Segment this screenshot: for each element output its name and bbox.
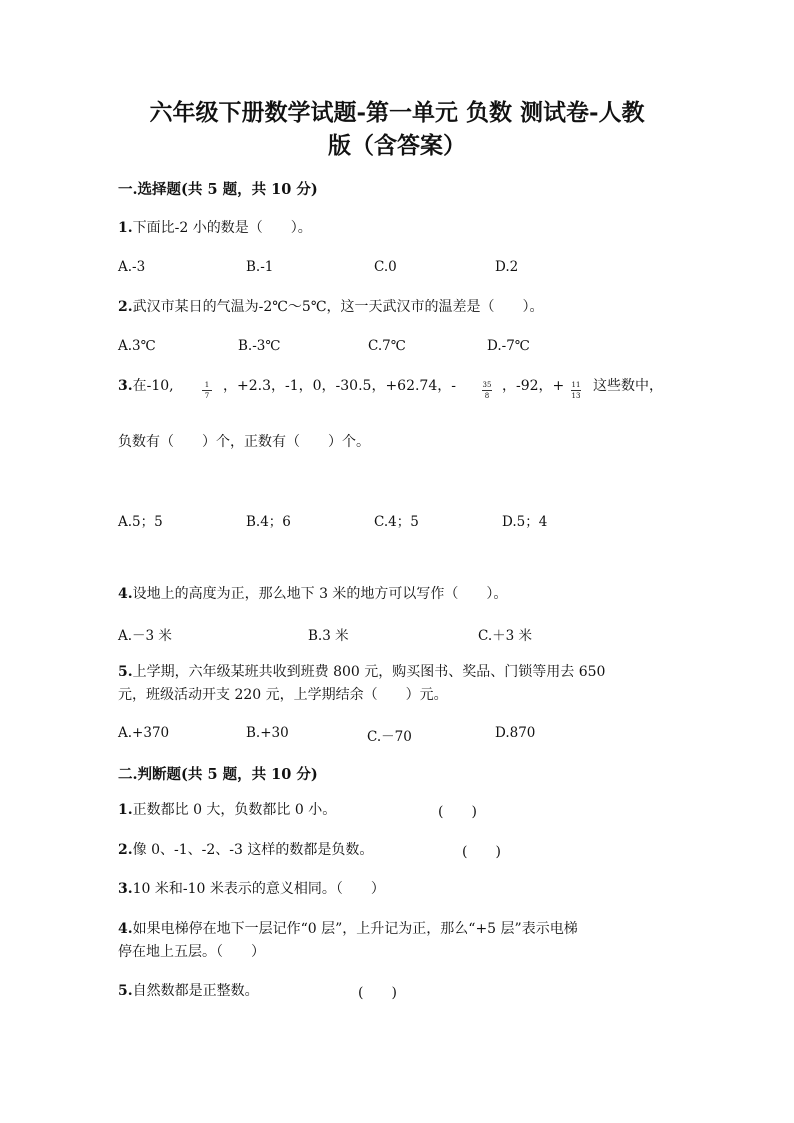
option-a: A.－3 米 [118, 628, 172, 644]
question-stem: 正数都比 0 大，负数都比 0 小。 [132, 802, 337, 818]
option-c: C.7℃ [368, 338, 406, 354]
fraction-bar [202, 390, 212, 391]
fraction-numerator: 35 [482, 381, 492, 389]
judgement-5 [118, 979, 259, 1003]
question-stem-part-c: ，-92，+ [502, 378, 565, 394]
judgement-2 [118, 838, 373, 862]
question-stem: 设地上的高度为正，那么地下 3 米的地方可以写作（ ）。 [132, 586, 508, 602]
judgement-4-line-2: 停在地上五层。（ ） [118, 944, 265, 960]
question-number: 4. [118, 586, 133, 602]
question-number: 3. [118, 378, 133, 394]
question-2 [118, 295, 544, 319]
fraction-denominator: 13 [571, 392, 581, 400]
judgement-4 [118, 917, 578, 941]
question-3-line-2: 负数有（ ）个，正数有（ ）个。 [118, 434, 370, 450]
question-number: 4. [118, 921, 133, 937]
question-number: 2. [118, 842, 133, 858]
section-heading-choice: 一.选择题(共 5 题，共 10 分) [118, 181, 318, 198]
title-line-2: 版（含答案） [328, 132, 466, 159]
question-stem: 10 米和-10 米表示的意义相同。（ ） [132, 881, 385, 897]
option-c: C.4；5 [374, 514, 419, 530]
question-4 [118, 582, 507, 606]
option-c: C.＋3 米 [478, 628, 533, 644]
question-number: 5. [118, 664, 133, 680]
page-title [120, 96, 674, 162]
fraction-denominator: 7 [204, 392, 210, 400]
answer-paren: ( ) [462, 844, 501, 860]
option-d: D.870 [495, 725, 536, 741]
fraction-3 [569, 381, 583, 400]
question-stem: 下面比-2 小的数是（ ）。 [132, 220, 312, 236]
question-number: 1. [118, 220, 133, 236]
question-stem-part-d: 这些数中， [593, 378, 663, 394]
question-stem: 像 0、-1、-2、-3 这样的数都是负数。 [132, 842, 374, 858]
fraction-numerator: 1 [204, 381, 210, 389]
option-d: D.5；4 [502, 514, 548, 530]
option-a: A.+370 [118, 725, 170, 741]
question-stem-part-a: 在-10, [132, 378, 174, 394]
option-b: B.3 米 [308, 628, 349, 644]
question-number: 1. [118, 802, 133, 818]
question-stem-part-b: ，+2.3，-1，0，-30.5，+62.74，- [223, 378, 456, 394]
option-b: B.-1 [246, 259, 274, 275]
option-b: B.-3℃ [238, 338, 281, 354]
option-a: A.3℃ [118, 338, 156, 354]
fraction-numerator: 11 [571, 381, 581, 389]
option-c: C.0 [374, 259, 397, 275]
fraction-bar [571, 390, 581, 391]
option-a: A.5；5 [118, 514, 163, 530]
option-d: D.-7℃ [487, 338, 530, 354]
fraction-2 [480, 381, 494, 400]
title-line-1: 六年级下册数学试题-第一单元 负数 测试卷-人教 [149, 99, 645, 126]
question-5 [118, 660, 605, 684]
option-b: B.+30 [246, 725, 289, 741]
question-number: 2. [118, 299, 133, 315]
fraction-bar [482, 390, 492, 391]
fraction-1 [200, 381, 214, 400]
question-3 [118, 375, 174, 395]
judgement-1 [118, 798, 336, 822]
question-1 [118, 216, 312, 240]
answer-paren: ( ) [438, 804, 477, 820]
question-stem: 如果电梯停在地下一层记作“0 层”，上升记为正，那么“+5 层”表示电梯 [132, 921, 578, 937]
question-stem: 武汉市某日的气温为-2℃～5℃，这一天武汉市的温差是（ ）。 [132, 299, 544, 315]
question-number: 5. [118, 983, 133, 999]
judgement-3 [118, 877, 385, 901]
section-heading-judgement: 二.判断题(共 5 题，共 10 分) [118, 766, 318, 783]
fraction-denominator: 8 [484, 392, 490, 400]
option-a: A.-3 [118, 259, 146, 275]
option-d: D.2 [495, 259, 519, 275]
option-b: B.4；6 [246, 514, 291, 530]
question-stem: 自然数都是正整数。 [132, 983, 259, 999]
question-stem: 上学期，六年级某班共收到班费 800 元，购买图书、奖品、门锁等用去 650 [132, 664, 606, 680]
answer-paren: ( ) [358, 985, 397, 1001]
option-c: C.－70 [367, 729, 412, 745]
question-number: 3. [118, 881, 133, 897]
question-5-line-2: 元，班级活动开支 220 元，上学期结余（ ）元。 [118, 687, 448, 703]
